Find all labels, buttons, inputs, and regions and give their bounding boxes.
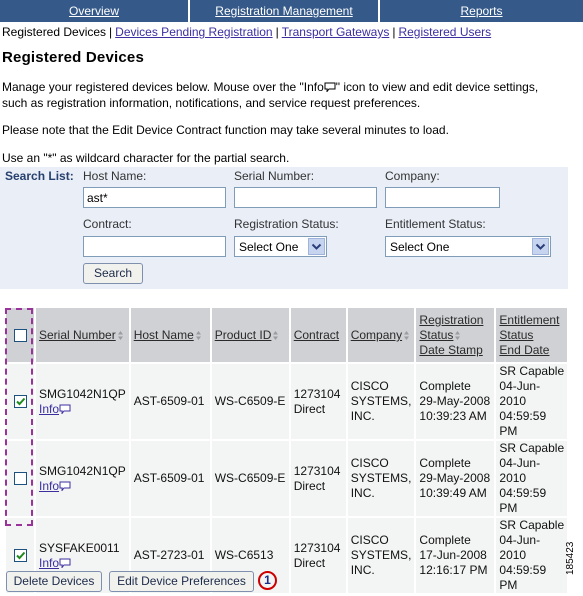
select-all-cell — [5, 307, 35, 363]
reg-date: 17-Jun-2008 — [419, 548, 487, 562]
chevron-down-icon[interactable] — [532, 238, 549, 255]
entitlement-status-value: Select One — [390, 240, 450, 254]
col-company-label[interactable]: Company — [350, 328, 403, 342]
info-link[interactable] — [39, 402, 71, 416]
search-panel — [0, 167, 568, 289]
serial-cell — [35, 363, 130, 440]
company-label: Company: — [385, 169, 440, 183]
col-ent-line3[interactable]: End Date — [499, 342, 550, 357]
col-contract-label[interactable]: Contract — [293, 328, 340, 342]
row-select-cell — [5, 363, 35, 440]
reg-status: Complete — [419, 379, 471, 393]
host-name-cell: AST-6509-01 — [130, 440, 211, 517]
info-balloon-icon — [59, 557, 71, 567]
contract-type: Direct — [293, 401, 326, 416]
ent-time: 04:59:59 PM — [499, 486, 547, 515]
reg-date: 29-May-2008 — [419, 471, 491, 485]
company-line: INC. — [350, 409, 375, 423]
contract-input[interactable] — [83, 236, 226, 257]
intro-text — [2, 79, 538, 111]
edit-device-preferences-button[interactable]: Edit Device Preferences — [109, 571, 254, 592]
serial-number-input[interactable] — [234, 187, 377, 208]
reg-time: 10:39:23 AM — [419, 409, 487, 423]
entitlement-status-cell — [495, 363, 568, 440]
wildcard-hint: Use an "*" as wildcard character for the partial search. — [2, 151, 290, 165]
col-company[interactable] — [347, 307, 416, 363]
registration-status-cell — [415, 517, 495, 594]
ent-date: 04-Jun-2010 — [499, 379, 541, 408]
sub-nav — [2, 25, 491, 39]
company-line: INC. — [350, 486, 375, 500]
col-host-name[interactable] — [130, 307, 211, 363]
company-line: SYSTEMS, — [350, 471, 412, 485]
col-reg-line1[interactable]: Registration — [419, 312, 484, 327]
sort-arrows-icon — [272, 330, 279, 341]
chevron-down-icon[interactable] — [308, 238, 325, 255]
col-host-name-label[interactable]: Host Name — [133, 328, 194, 342]
entitlement-status-cell — [495, 440, 568, 517]
product-id-cell: WS-C6509-E — [211, 440, 290, 517]
col-product-id-label[interactable]: Product ID — [214, 328, 272, 342]
company-line: CISCO — [350, 456, 389, 470]
reg-time: 10:39:49 AM — [419, 486, 487, 500]
host-name-label: Host Name: — [83, 169, 147, 183]
col-reg-line3[interactable]: Date Stamp — [419, 342, 483, 357]
contract-number: 1273104 — [293, 540, 341, 555]
info-link[interactable] — [39, 479, 71, 493]
company-cell — [347, 517, 416, 594]
entitlement-status-select[interactable] — [385, 236, 551, 257]
host-name-input[interactable]: ast* — [83, 187, 226, 208]
entitlement-status-cell — [495, 517, 568, 594]
subnav-current: Registered Devices — [2, 25, 107, 39]
devices-table — [4, 306, 569, 595]
table-row — [5, 363, 568, 440]
contract-label: Contract: — [83, 217, 132, 231]
ent-time: 04:59:59 PM — [499, 563, 547, 592]
delete-devices-button[interactable]: Delete Devices — [6, 571, 102, 592]
contract-type: Direct — [293, 478, 326, 493]
sort-arrows-icon — [117, 330, 124, 341]
col-registration-status[interactable] — [415, 307, 495, 363]
row-checkbox[interactable] — [14, 395, 27, 408]
reg-status: Complete — [419, 456, 471, 470]
ent-status: SR Capable — [499, 441, 565, 455]
subnav-transport-gateways[interactable]: Transport Gateways — [281, 25, 390, 39]
entitlement-status-label: Entitlement Status: — [385, 217, 486, 231]
company-cell — [347, 440, 416, 517]
tab-overview[interactable]: Overview — [0, 0, 190, 22]
ent-time: 04:59:59 PM — [499, 409, 547, 438]
tab-registration-management[interactable]: Registration Management — [190, 0, 380, 22]
subnav-registered-users[interactable]: Registered Users — [398, 25, 492, 39]
serial-number: SMG1042N1QP — [39, 386, 126, 401]
product-id-cell: WS-C6513 — [211, 517, 290, 594]
registration-status-select[interactable] — [234, 236, 327, 257]
search-button[interactable]: Search — [83, 263, 143, 284]
row-checkbox[interactable] — [14, 472, 27, 485]
serial-number-label: Serial Number: — [234, 169, 315, 183]
intro-line1-end: " icon to view and edit device settings, — [335, 80, 539, 94]
subnav-separator: | — [109, 25, 113, 39]
col-ent-line2[interactable]: Status — [499, 327, 534, 342]
col-reg-line2[interactable]: Status — [419, 327, 454, 342]
search-heading: Search List: — [5, 169, 74, 183]
info-link-label[interactable]: Info — [39, 478, 60, 493]
ent-date: 04-Jun-2010 — [499, 456, 541, 485]
serial-number: SMG1042N1QP — [39, 463, 126, 478]
subnav-separator: | — [275, 25, 279, 39]
table-row — [5, 440, 568, 517]
contract-type: Direct — [293, 555, 326, 570]
product-id-cell: WS-C6509-E — [211, 363, 290, 440]
info-balloon-icon — [324, 80, 336, 90]
reg-status: Complete — [419, 533, 471, 547]
col-product-id[interactable] — [211, 307, 290, 363]
ent-date: 04-Jun-2010 — [499, 533, 541, 562]
col-serial-number-label[interactable]: Serial Number — [39, 328, 116, 342]
intro-line2: such as registration information, notifications, and service request preferences. — [2, 96, 421, 110]
serial-cell — [35, 440, 130, 517]
contract-cell — [290, 517, 347, 594]
subnav-devices-pending[interactable]: Devices Pending Registration — [115, 25, 273, 39]
registration-status-cell — [415, 440, 495, 517]
tab-reports[interactable]: Reports — [460, 4, 503, 18]
company-line: SYSTEMS, — [350, 548, 412, 562]
ent-status: SR Capable — [499, 364, 565, 378]
info-link-label[interactable]: Info — [39, 555, 60, 570]
row-checkbox[interactable] — [14, 549, 27, 562]
edit-contract-note: Please note that the Edit Device Contract function may take several minutes to load. — [2, 123, 449, 137]
company-line: CISCO — [350, 533, 389, 547]
page-title: Registered Devices — [2, 49, 145, 66]
ent-status: SR Capable — [499, 518, 565, 532]
callout-marker: 1 — [258, 571, 277, 590]
contract-number: 1273104 — [293, 463, 341, 478]
info-balloon-icon — [59, 480, 71, 490]
company-cell — [347, 363, 416, 440]
col-ent-line1[interactable]: Entitlement — [499, 312, 560, 327]
registration-status-cell — [415, 363, 495, 440]
host-name-cell: AST-6509-01 — [130, 363, 211, 440]
reg-date: 29-May-2008 — [419, 394, 491, 408]
info-balloon-icon — [59, 403, 71, 413]
registration-status-value: Select One — [239, 240, 299, 254]
row-select-cell — [5, 440, 35, 517]
table-header-row — [5, 307, 568, 363]
sort-arrows-icon — [195, 330, 202, 341]
info-link-label[interactable]: Info — [39, 401, 60, 416]
contract-cell — [290, 363, 347, 440]
sort-arrows-icon — [403, 330, 410, 341]
registration-status-label: Registration Status: — [234, 217, 339, 231]
reg-time: 12:16:17 PM — [419, 563, 488, 577]
intro-line1-start: Manage your registered devices below. Mouse over the "Info — [2, 80, 324, 94]
top-nav — [0, 0, 583, 22]
company-line: CISCO — [350, 379, 389, 393]
host-name-cell: AST-2723-01 — [130, 517, 211, 594]
serial-number: SYSFAKE0011 — [39, 540, 120, 555]
col-serial-number[interactable] — [35, 307, 130, 363]
figure-id: 185423 — [565, 541, 576, 575]
contract-number: 1273104 — [293, 386, 341, 401]
col-entitlement-status[interactable] — [495, 307, 568, 363]
contract-cell — [290, 440, 347, 517]
sort-arrows-icon — [454, 330, 461, 341]
company-line: INC. — [350, 563, 375, 577]
select-all-checkbox[interactable] — [14, 329, 27, 342]
subnav-separator: | — [392, 25, 396, 39]
company-input[interactable] — [385, 187, 500, 208]
company-line: SYSTEMS, — [350, 394, 412, 408]
info-link[interactable] — [39, 556, 71, 570]
col-contract[interactable] — [290, 307, 347, 363]
